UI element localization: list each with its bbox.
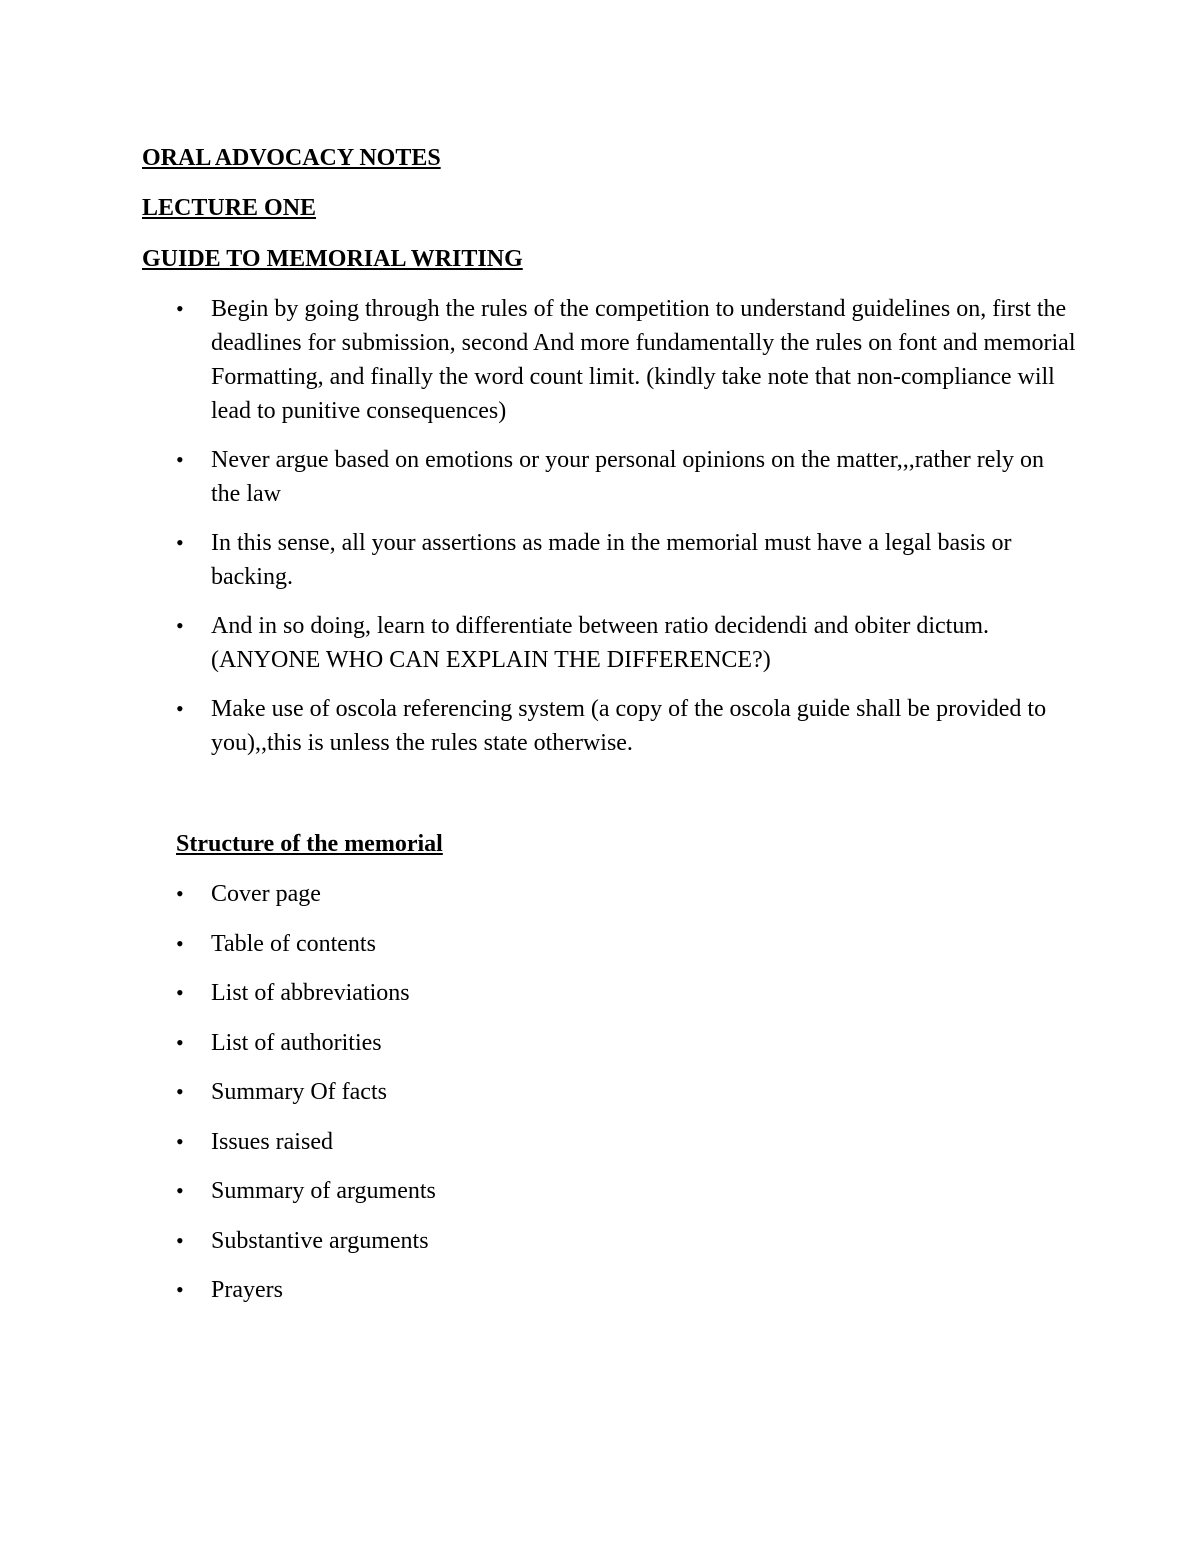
list-item-text: Never argue based on emotions or your personal opinions on the matter,,,rather rely on the law [211, 447, 1045, 507]
bullet-icon: • [176, 447, 184, 472]
list-item-text: Issues raised [211, 1128, 333, 1155]
list-item-text: Substantive arguments [211, 1227, 429, 1254]
bullet-icon: • [176, 696, 184, 721]
structure-heading: Structure of the memorial [176, 831, 443, 857]
list-item-text: Summary of arguments [211, 1178, 436, 1204]
section-heading: GUIDE TO MEMORIAL WRITING [142, 246, 523, 272]
list-item-text: List of abbreviations [211, 980, 410, 1006]
list-item-text: In this sense, all your assertions as made in the memorial must have a legal basis or backing. [211, 530, 1012, 590]
list-item-text: Table of contents [211, 930, 376, 957]
bullet-icon: • [176, 296, 184, 321]
list-item-text: List of authorities [211, 1029, 382, 1056]
list-item-text: And in so doing, learn to differentiate between ratio decidendi and obiter dictum. (ANYONE WHO CAN EXPLAIN THE DIFFERENCE?) [211, 613, 989, 673]
list-item [176, 1075, 1076, 1109]
list-item [176, 1174, 1076, 1208]
bullet-icon: • [176, 1029, 184, 1055]
list-item [176, 1125, 1076, 1159]
structure-list [176, 877, 1076, 1323]
list-item [176, 1224, 1076, 1258]
bullet-icon: • [176, 1277, 184, 1302]
bullet-icon: • [176, 1178, 184, 1203]
list-item-text: Prayers [211, 1277, 283, 1303]
bullet-icon: • [176, 1227, 184, 1253]
list-item-text: Summary Of facts [211, 1079, 387, 1105]
list-item-text: Cover page [211, 881, 321, 907]
list-item [176, 443, 1076, 511]
list-item-text: Make use of oscola referencing system (a copy of the oscola guide shall be provided to you),,this is unless the rules state otherwise. [211, 696, 1047, 756]
bullet-icon: • [176, 613, 184, 638]
bullet-icon: • [176, 1128, 184, 1154]
lecture-heading: LECTURE ONE [142, 195, 317, 221]
list-item [176, 609, 1076, 677]
document-title: ORAL ADVOCACY NOTES [142, 145, 441, 171]
bullet-icon: • [176, 530, 184, 555]
list-item [176, 526, 1076, 594]
list-item [176, 292, 1076, 428]
bullet-icon: • [176, 980, 184, 1005]
bullet-icon: • [176, 881, 184, 906]
list-item-text: Begin by going through the rules of the competition to understand guidelines on, first the deadlines for submission, second And more fundamentally the rules on font and memorial Formatting, and finally the word count limit. (kindly take note that non-compliance will lead to punitive consequences) [211, 296, 1076, 424]
bullet-icon: • [176, 1079, 184, 1104]
list-item [176, 692, 1076, 760]
bullet-icon: • [176, 930, 184, 956]
list-item [176, 877, 1076, 911]
list-item [176, 976, 1076, 1010]
list-item [176, 1026, 1076, 1060]
guide-list [176, 292, 1076, 775]
list-item [176, 1273, 1076, 1307]
list-item [176, 927, 1076, 961]
